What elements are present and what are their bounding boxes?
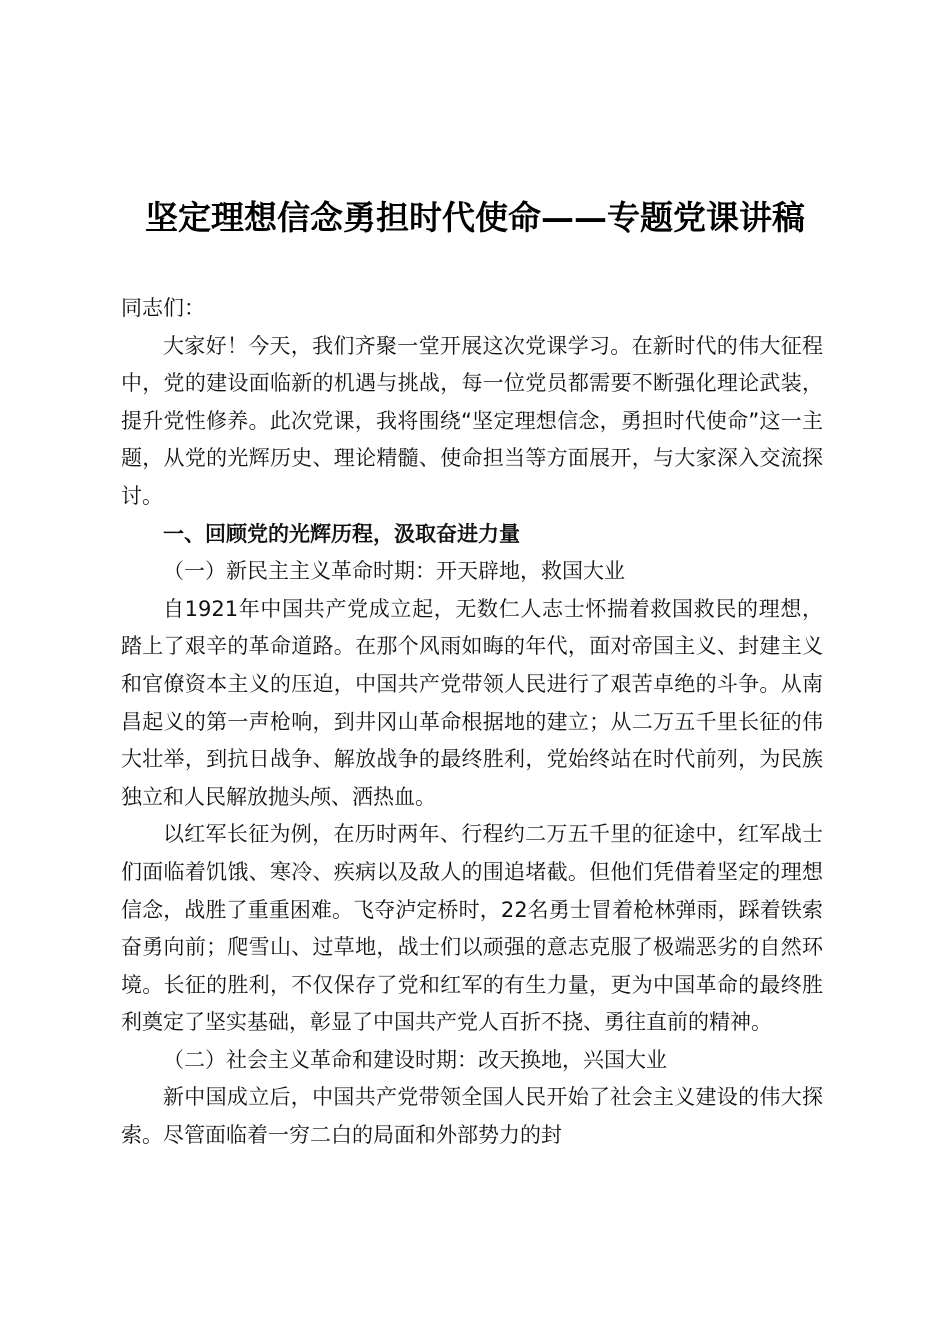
paragraph-founding: 自1921年中国共产党成立起，无数仁人志士怀揣着救国救民的理想，踏上了艰辛的革命道路。在那个风雨如晦的年代，面对帝国主义、封建主义和官僚资本主义的压迫，中国共产党带领人民进行了艰苦卓绝的斗争。从南昌起义的第一声枪响，到井冈山革命根据地的建立；从二万五千里长征的伟大壮举，到抗日战争、解放战争的最终胜利，党始终站在时代前列，为民族独立和人民解放抛头颅、洒热血。 [121,596,823,809]
intro-paragraph: 大家好！今天，我们齐聚一堂开展这次党课学习。在新时代的伟大征程中，党的建设面临新的机遇与挑战，每一位党员都需要不断强化理论武装，提升党性修养。此次党课，我将围绕“坚定理想信念，勇担时代使命”这一主题，从党的光辉历史、理论精髓、使命担当等方面展开，与大家深入交流探讨。 [121,333,823,508]
paragraph-long-march: 以红军长征为例，在历时两年、行程约二万五千里的征途中，红军战士们面临着饥饿、寒冷、疾病以及敌人的围追堵截。但他们凭借着坚定的理想信念，战胜了重重困难。飞夺泸定桥时，22名勇士冒着枪林弹雨，踩着铁索奋勇向前；爬雪山、过草地，战士们以顽强的意志克服了极端恶劣的自然环境。长征的胜利，不仅保存了党和红军的有生力量，更为中国革命的最终胜利奠定了坚实基础，彰显了中国共产党人百折不挠、勇往直前的精神。 [121,822,823,1035]
subsection-heading-1: （一）新民主主义革命时期：开天辟地，救国大业 [163,559,625,584]
salutation: 同志们： [121,296,205,320]
paragraph-new-china: 新中国成立后，中国共产党带领全国人民开始了社会主义建设的伟大探索。尽管面临着一穷二白的局面和外部势力的封 [121,1085,823,1148]
document-body [121,290,823,1155]
section-heading-1: 一、回顾党的光辉历程，汲取奋进力量 [163,521,520,546]
document-title: 坚定理想信念勇担时代使命——专题党课讲稿 [145,198,805,237]
subsection-heading-2: （二）社会主义革命和建设时期：改天换地，兴国大业 [163,1047,667,1072]
